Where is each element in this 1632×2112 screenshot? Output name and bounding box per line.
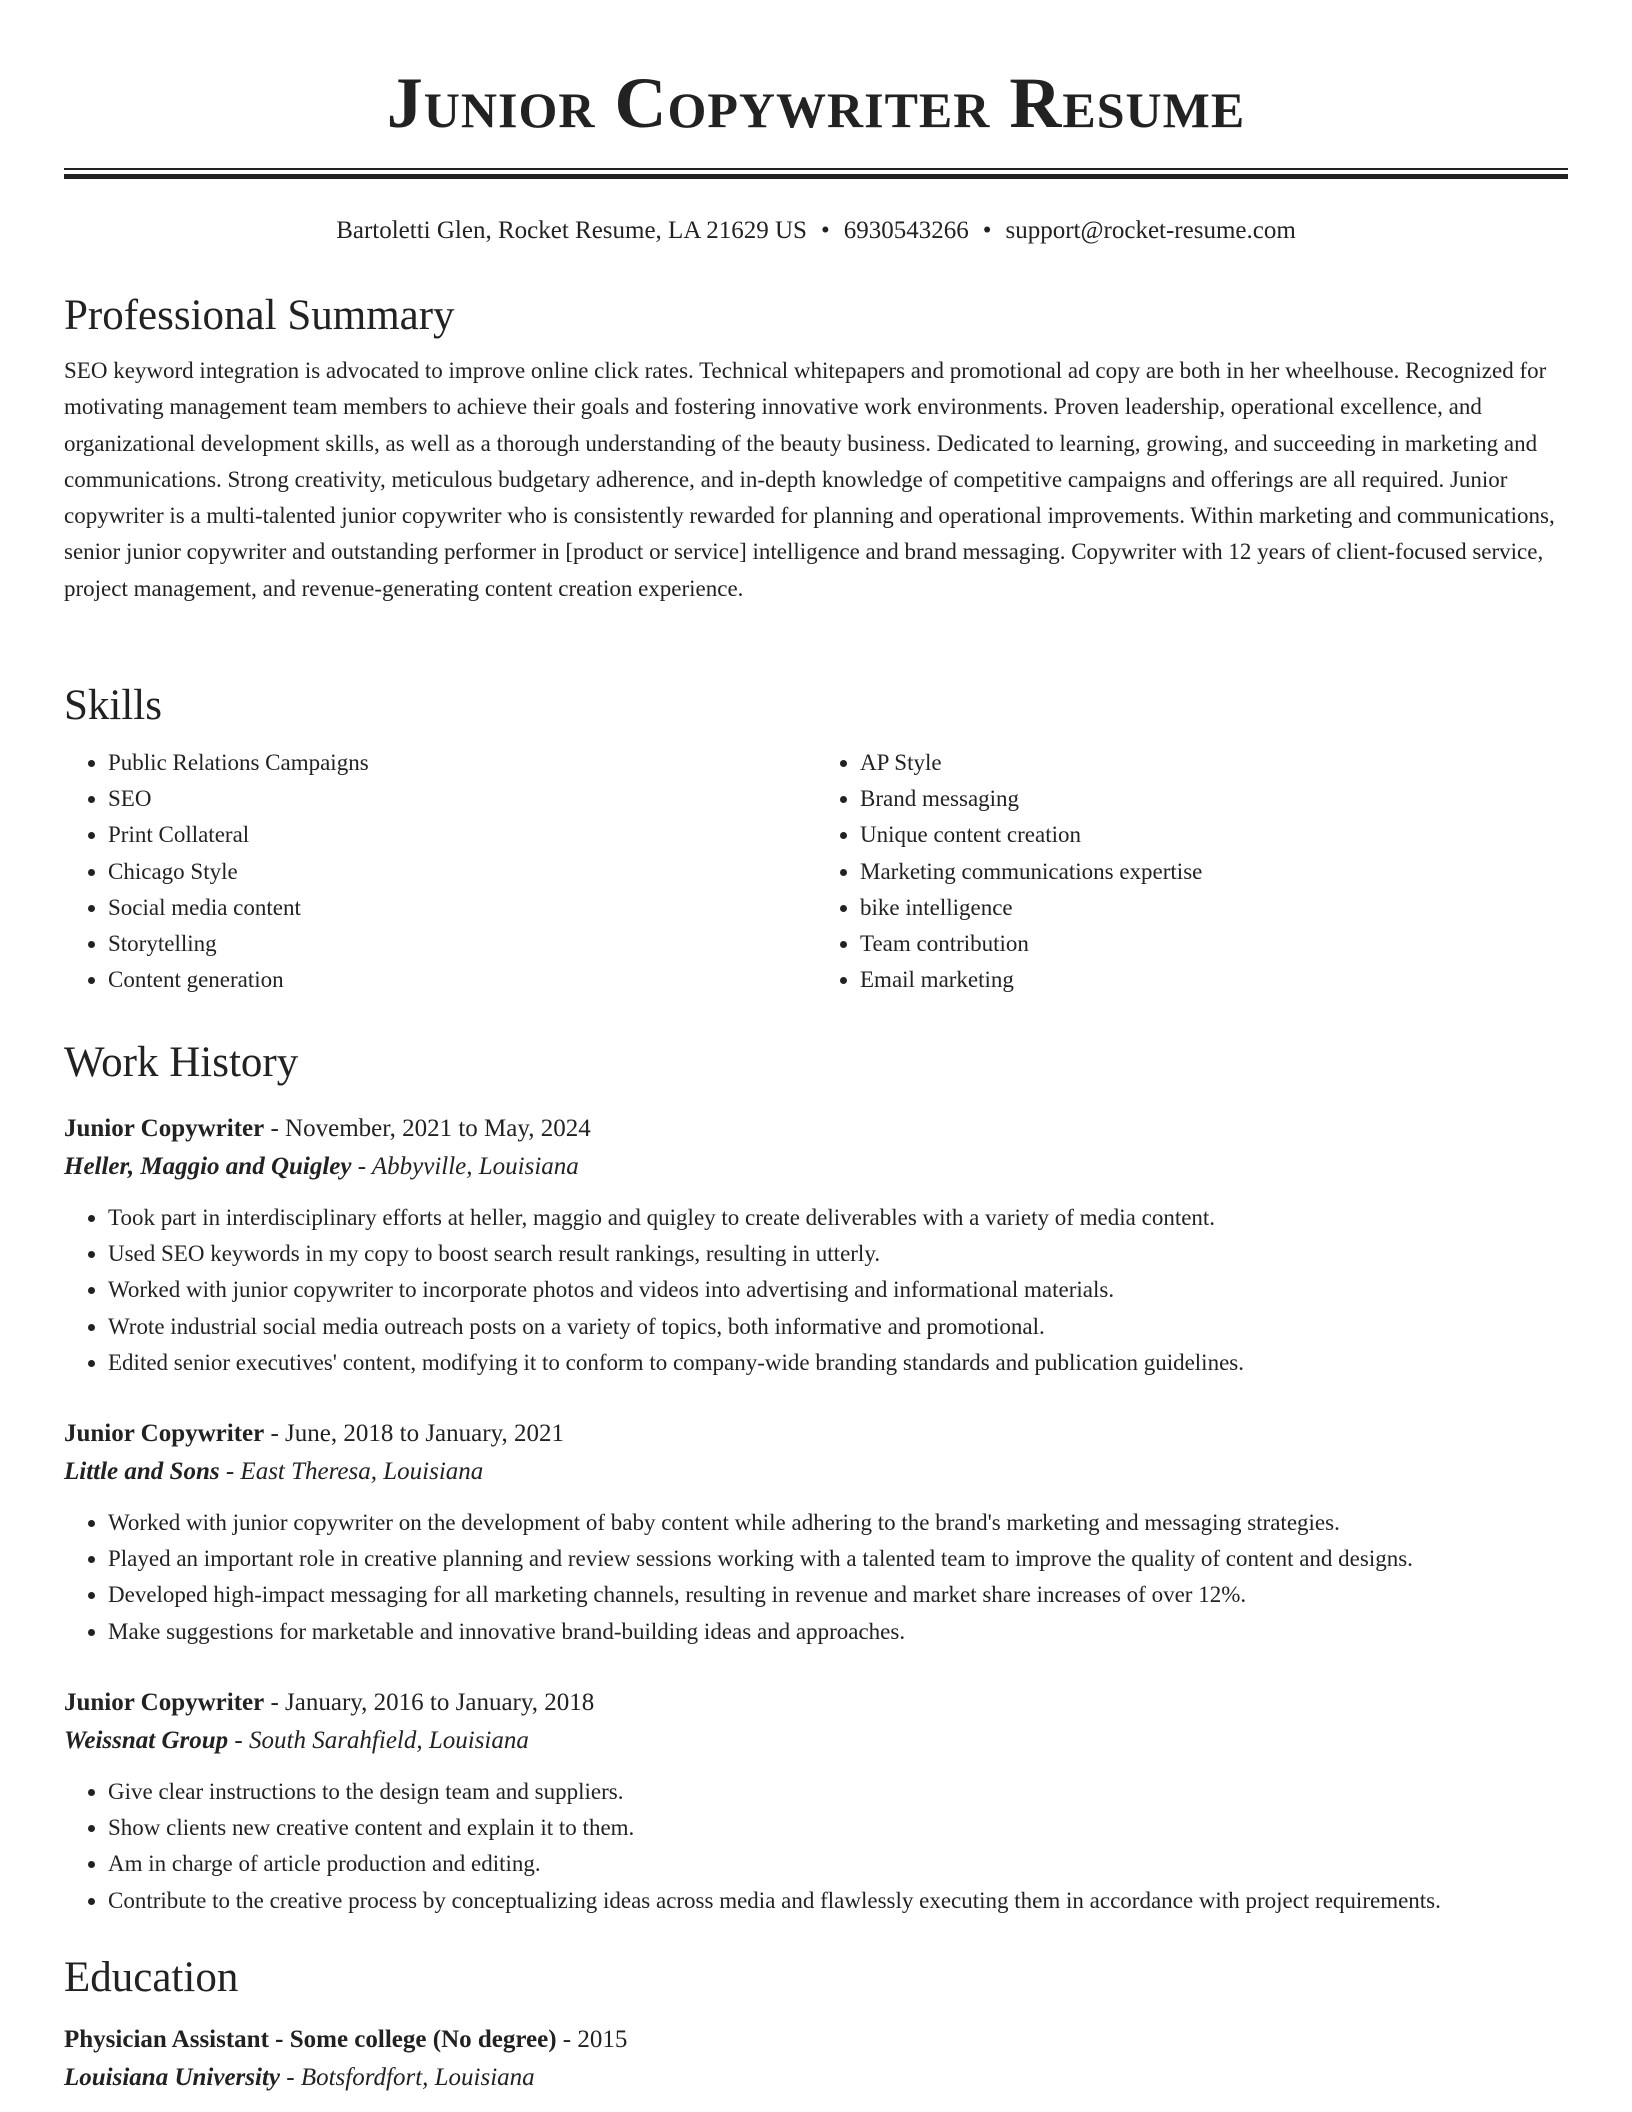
job-entry	[64, 1684, 1568, 1919]
list-item: • AP Style	[860, 745, 1568, 781]
job-bullets	[64, 1774, 1568, 1919]
job-location: - South Sarahfield, Louisiana	[228, 1727, 529, 1754]
job-company: Heller, Maggio and Quigley	[64, 1153, 352, 1180]
contact-separator: •	[982, 217, 992, 244]
list-item: • Show clients new creative content and explain it to them.	[108, 1810, 1568, 1846]
job-dates: - November, 2021 to May, 2024	[264, 1115, 591, 1142]
summary-heading: Professional Summary	[64, 292, 455, 339]
job-title: Junior Copywriter	[64, 1420, 265, 1447]
list-item: • Make suggestions for marketable and innovative brand-building ideas and approaches.	[108, 1614, 1568, 1650]
list-item: • Public Relations Campaigns	[108, 745, 816, 781]
contact-separator: •	[820, 217, 830, 244]
list-item: • Content generation	[108, 962, 816, 998]
list-item: • Storytelling	[108, 926, 816, 962]
contact-phone: 6930543266	[843, 217, 969, 244]
job-dates: - January, 2016 to January, 2018	[264, 1689, 595, 1716]
list-item: • Edited senior executives' content, modifying it to conform to company-wide branding standards and publication guidelines.	[108, 1345, 1568, 1381]
job-title-line	[64, 1110, 1568, 1148]
list-item: • Brand messaging	[860, 781, 1568, 817]
job-dates: - June, 2018 to January, 2021	[264, 1420, 564, 1447]
list-item: • Used SEO keywords in my copy to boost search result rankings, resulting in utterly.	[108, 1236, 1568, 1272]
contact-email: support@rocket-resume.com	[1005, 217, 1296, 244]
summary-text: SEO keyword integration is advocated to improve online click rates. Technical whitepapers and promotional ad copy are both in her wheelhouse. Recognized for motivating management team members to achieve their goals and fostering innovative work environments. Proven leadership, operational excellence, and organizational development skills, as well as a thorough understanding of the beauty business. Dedicated to learning, growing, and succeeding in marketing and communications. Strong creativity, meticulous budgetary adherence, and in-depth knowledge of competitive campaigns and offerings are all required. Junior copywriter is a multi-talented junior copywriter who is consistently rewarded for planning and operational improvements. Within marketing and communications, senior junior copywriter and outstanding performer in [product or service] intelligence and brand messaging. Copywriter with 12 years of client-focused service, project management, and revenue-generating content creation experience.	[64, 358, 1555, 601]
job-bullets	[64, 1505, 1568, 1650]
list-item: • bike intelligence	[860, 890, 1568, 926]
job-title: Junior Copywriter	[64, 1689, 265, 1716]
skills-list-left	[64, 745, 816, 998]
list-item: • Worked with junior copywriter on the development of baby content while adhering to the brand's marketing and messaging strategies.	[108, 1505, 1568, 1541]
skills-section	[64, 679, 1568, 998]
list-item: • SEO	[108, 781, 816, 817]
list-item: • Chicago Style	[108, 854, 816, 890]
job-title-line	[64, 1684, 1568, 1722]
job-company: Little and Sons	[64, 1458, 220, 1485]
title-divider-thick	[64, 174, 1568, 179]
list-item: • Give clear instructions to the design team and suppliers.	[108, 1774, 1568, 1810]
list-item: • Developed high-impact messaging for all marketing channels, resulting in revenue and market share increases of over 12%.	[108, 1577, 1568, 1613]
list-item: • Team contribution	[860, 926, 1568, 962]
work-history-section	[64, 1036, 1568, 1090]
summary-section	[64, 289, 1568, 607]
job-title-line	[64, 1415, 1568, 1453]
job-bullets	[64, 1200, 1568, 1381]
skills-list-right	[816, 745, 1568, 998]
skills-heading: Skills	[64, 682, 162, 729]
job-location: - East Theresa, Louisiana	[219, 1458, 484, 1485]
job-company-line	[64, 1148, 1568, 1186]
list-item: • Print Collateral	[108, 817, 816, 853]
job-entry	[64, 1110, 1568, 1381]
job-company-line	[64, 1453, 1568, 1491]
list-item: • Wrote industrial social media outreach posts on a variety of topics, both informative and promotional.	[108, 1309, 1568, 1345]
job-company: Weissnat Group	[64, 1727, 229, 1754]
list-item: • Worked with junior copywriter to incorporate photos and videos into advertising and informational materials.	[108, 1272, 1568, 1308]
education-heading: Education	[64, 1954, 239, 2001]
resume-title: Junior Copywriter Resume	[386, 63, 1246, 143]
work-history-heading: Work History	[64, 1039, 299, 1086]
education-school-line	[64, 2059, 1568, 2097]
list-item: • Unique content creation	[860, 817, 1568, 853]
education-degree: Physician Assistant - Some college (No degree)	[64, 2026, 557, 2053]
title-divider-thin	[64, 168, 1568, 170]
job-company-line	[64, 1722, 1568, 1760]
job-location: - Abbyville, Louisiana	[351, 1153, 579, 1180]
list-item: • Email marketing	[860, 962, 1568, 998]
list-item: • Took part in interdisciplinary efforts at heller, maggio and quigley to create deliverables with a variety of media content.	[108, 1200, 1568, 1236]
list-item: • Contribute to the creative process by conceptualizing ideas across media and flawlessly executing them in accordance with project requirements.	[108, 1883, 1568, 1919]
education-section	[64, 1951, 1568, 2097]
job-entry	[64, 1415, 1568, 1650]
education-degree-line	[64, 2021, 1568, 2059]
education-year: - 2015	[556, 2026, 628, 2053]
job-title: Junior Copywriter	[64, 1115, 265, 1142]
list-item: • Social media content	[108, 890, 816, 926]
education-location: - Botsfordfort, Louisiana	[280, 2064, 535, 2091]
education-school: Louisiana University	[64, 2064, 280, 2091]
contact-address: Bartoletti Glen, Rocket Resume, LA 21629 US	[336, 217, 807, 244]
contact-line	[0, 214, 1632, 248]
list-item: • Played an important role in creative planning and review sessions working with a talented team to improve the quality of content and designs.	[108, 1541, 1568, 1577]
list-item: • Marketing communications expertise	[860, 854, 1568, 890]
skills-columns	[64, 745, 1568, 998]
list-item: • Am in charge of article production and editing.	[108, 1846, 1568, 1882]
